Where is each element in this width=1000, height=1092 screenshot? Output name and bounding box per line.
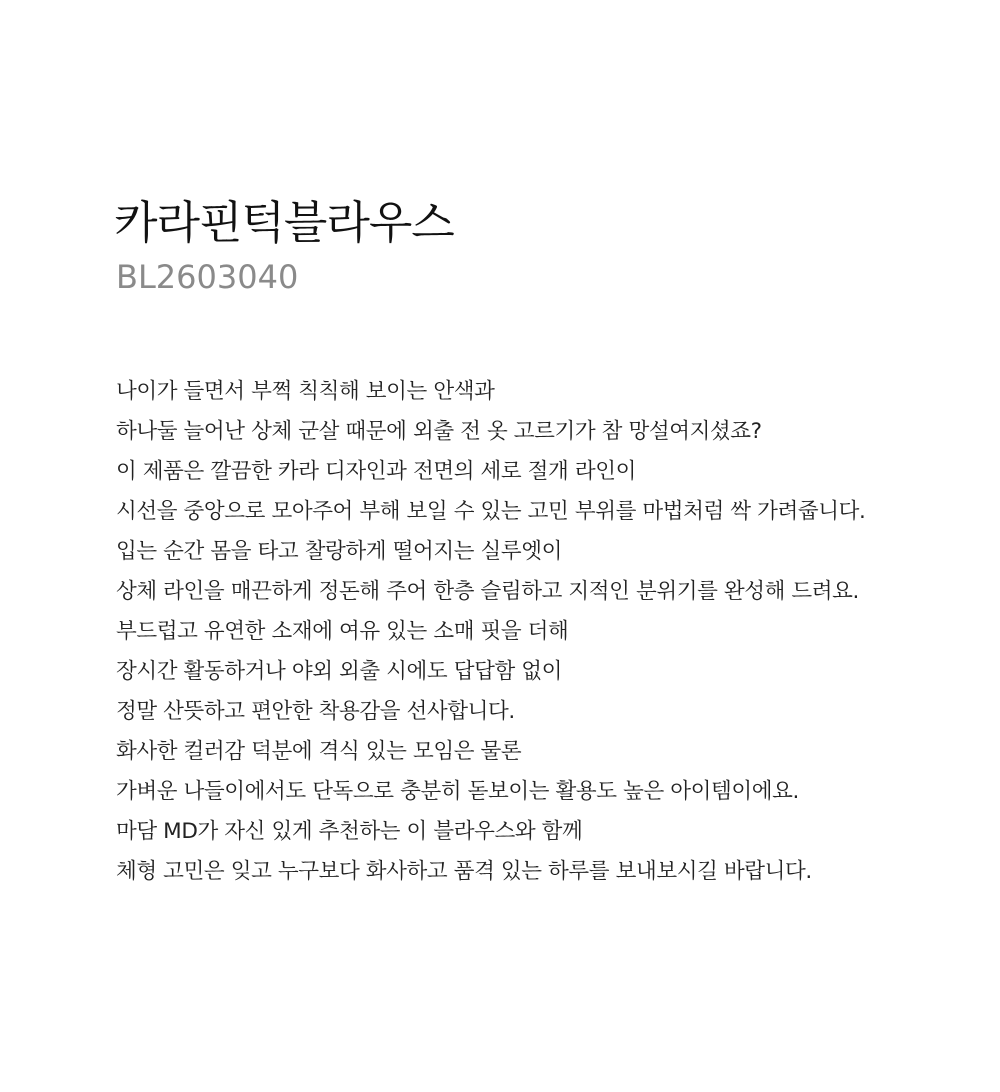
description-line: 마담 MD가 자신 있게 추천하는 이 블라우스와 함께 bbox=[116, 819, 583, 844]
description-line: 화사한 컬러감 덕분에 격식 있는 모임은 물론 bbox=[116, 739, 522, 764]
description-line: 이 제품은 깔끔한 카라 디자인과 전면의 세로 절개 라인이 bbox=[116, 459, 636, 484]
description-line: 시선을 중앙으로 모아주어 부해 보일 수 있는 고민 부위를 마법처럼 싹 가려줍니다. bbox=[116, 499, 866, 524]
description-line: 입는 순간 몸을 타고 찰랑하게 떨어지는 실루엣이 bbox=[116, 539, 562, 564]
description-line: 체형 고민은 잊고 누구보다 화사하고 품격 있는 하루를 보내보시길 바랍니다. bbox=[116, 859, 812, 884]
description-line: 정말 산뜻하고 편안한 착용감을 선사합니다. bbox=[116, 699, 515, 724]
description-line: 하나둘 늘어난 상체 군살 때문에 외출 전 옷 고르기가 참 망설여지셨죠? bbox=[116, 419, 762, 444]
product-description bbox=[116, 372, 976, 892]
description-line: 장시간 활동하거나 야외 외출 시에도 답답함 없이 bbox=[116, 659, 562, 684]
description-line: 상체 라인을 매끈하게 정돈해 주어 한층 슬림하고 지적인 분위기를 완성해 드려요. bbox=[116, 579, 859, 604]
product-title: 카라핀턱블라우스 bbox=[114, 196, 454, 249]
product-header bbox=[114, 193, 454, 297]
product-code: BL2603040 bbox=[116, 258, 299, 296]
description-line: 부드럽고 유연한 소재에 여유 있는 소매 핏을 더해 bbox=[116, 619, 569, 644]
description-line: 가벼운 나들이에서도 단독으로 충분히 돋보이는 활용도 높은 아이템이에요. bbox=[116, 779, 799, 804]
description-line: 나이가 들면서 부쩍 칙칙해 보이는 안색과 bbox=[116, 379, 495, 404]
